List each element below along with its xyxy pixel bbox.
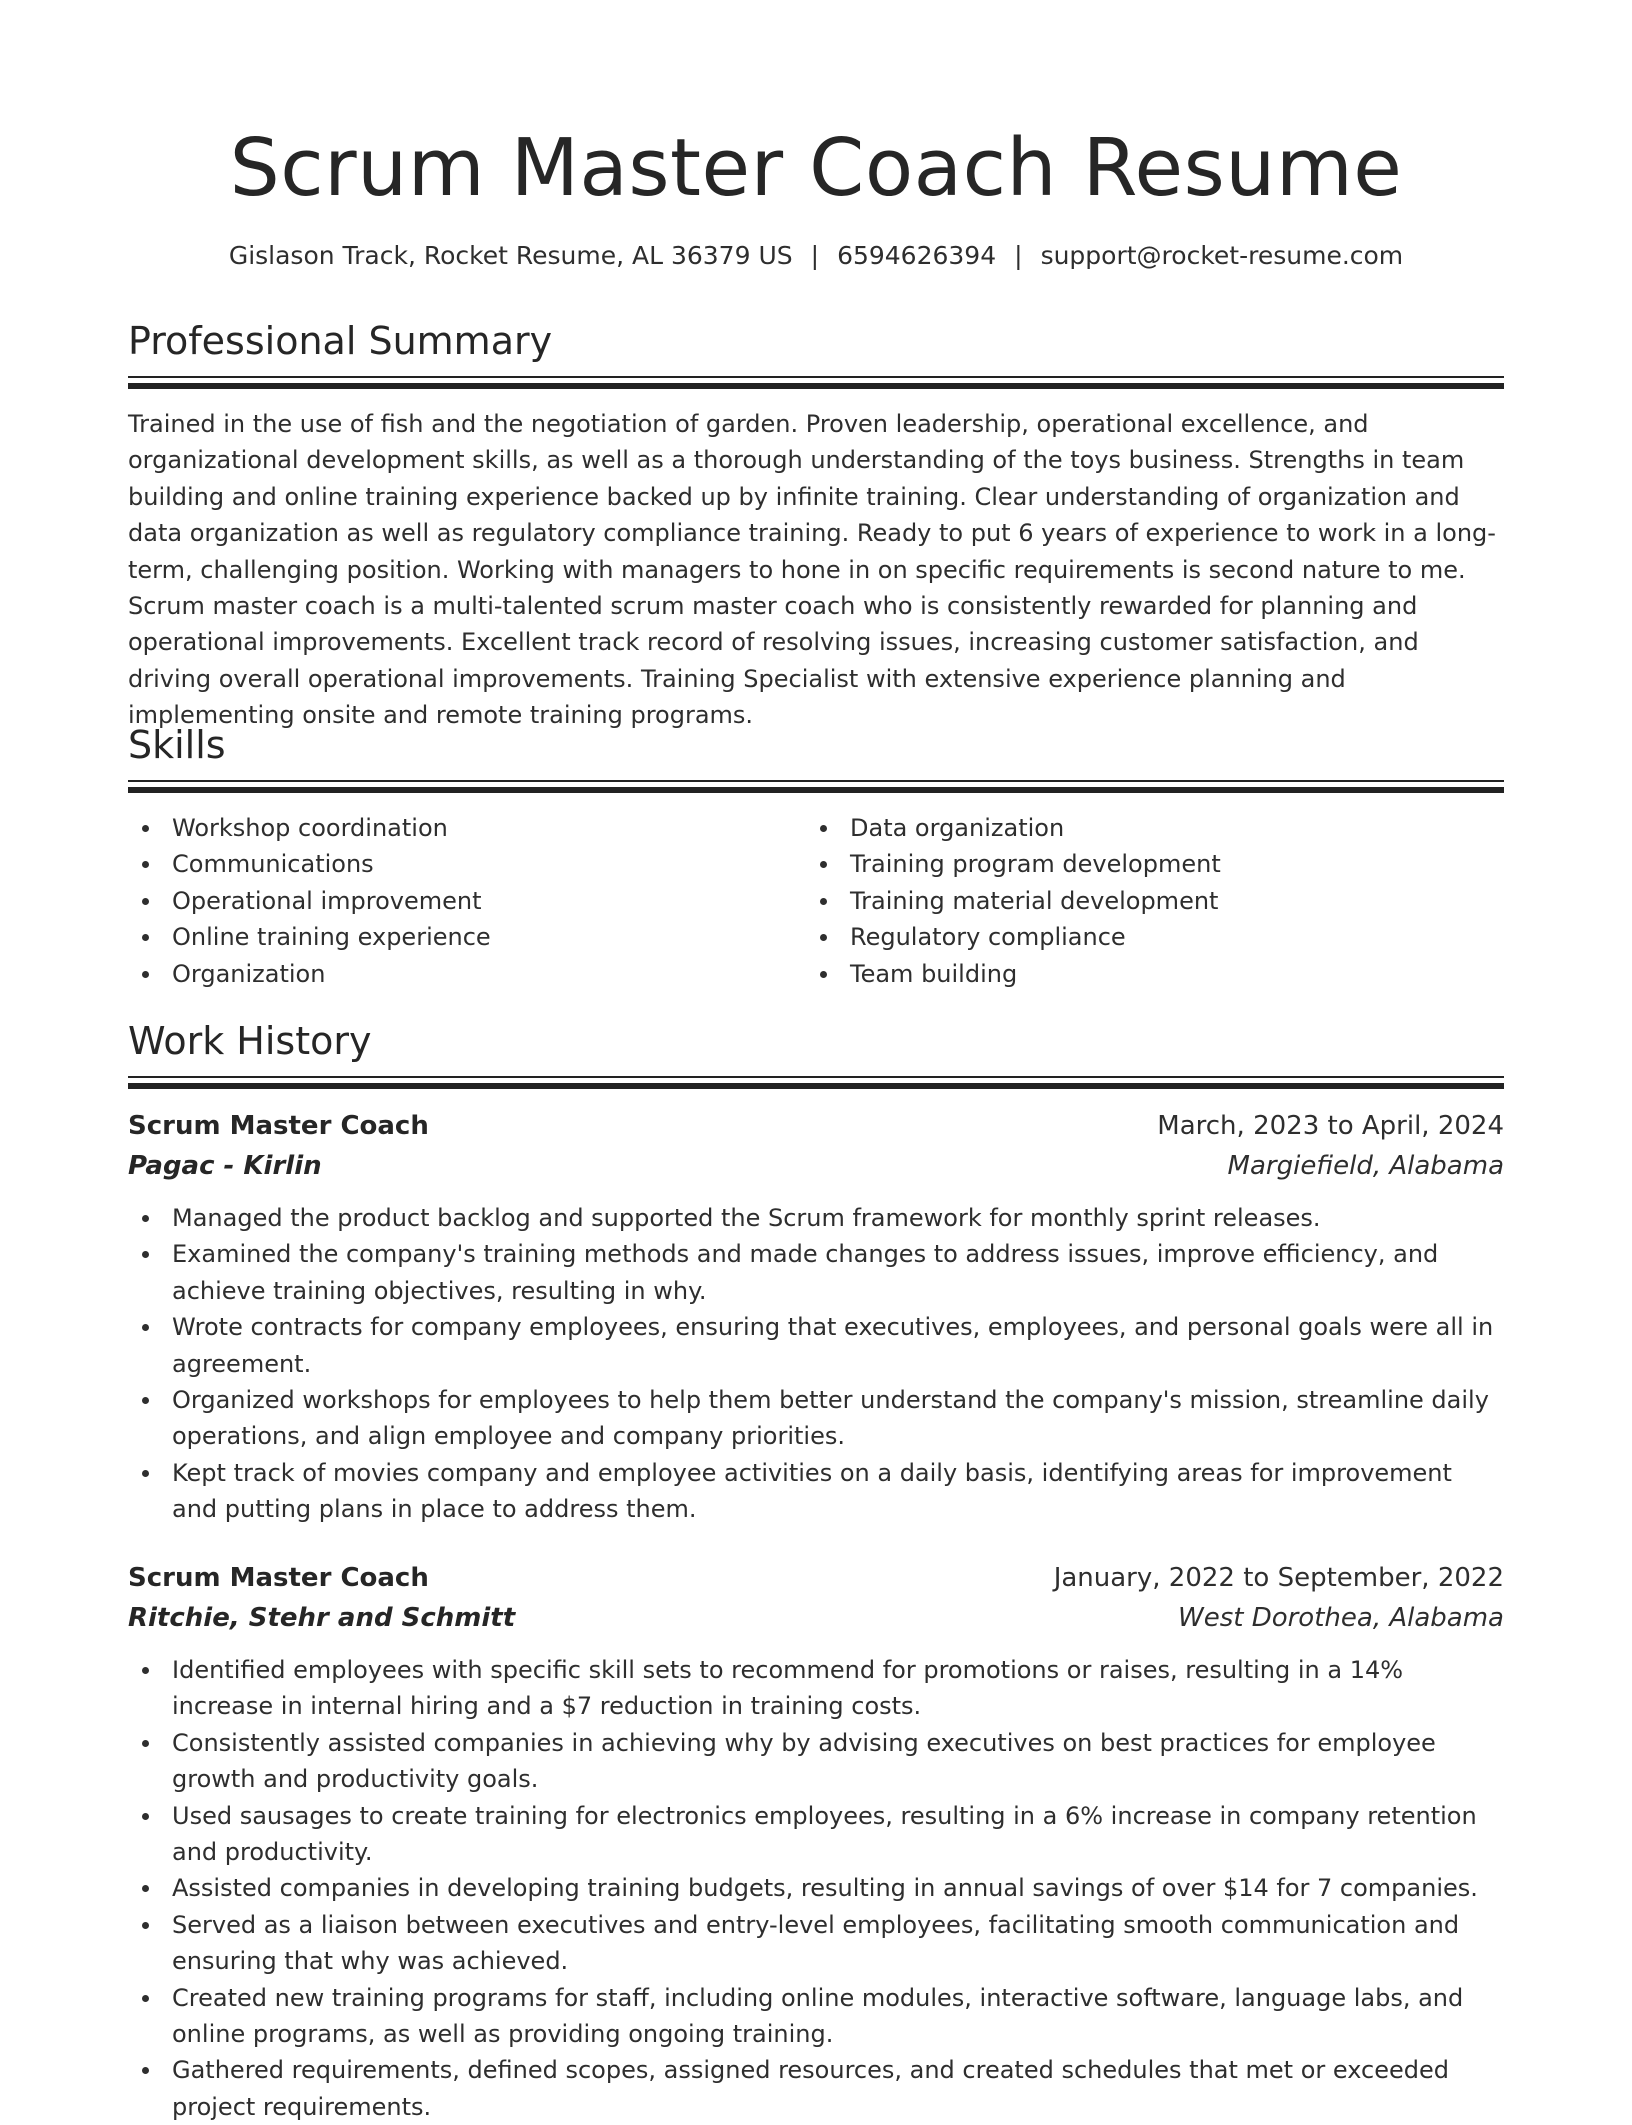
skill-item: Data organization bbox=[806, 810, 1484, 846]
skills-list-left bbox=[128, 810, 806, 992]
skill-item: Training program development bbox=[806, 846, 1484, 882]
job-bullets bbox=[128, 1652, 1504, 2125]
contact-line bbox=[128, 238, 1504, 274]
section-divider bbox=[128, 780, 1504, 794]
skill-item: Communications bbox=[128, 846, 806, 882]
job-bullet: Gathered requirements, defined scopes, assigned resources, and created schedules that met or exceeded project requirements. bbox=[128, 2052, 1504, 2125]
job-dates: March, 2023 to April, 2024 bbox=[1157, 1111, 1504, 1141]
job-bullet: Served as a liaison between executives and entry-level employees, facilitating smooth communication and ensuring that why was achieved. bbox=[128, 1907, 1504, 1980]
section-divider bbox=[128, 1076, 1504, 1090]
job-bullets bbox=[128, 1200, 1504, 1528]
summary-text: Trained in the use of fish and the negotiation of garden. Proven leadership, operational excellence, and organizational development skills, as well as a thorough understanding of the toys business. Strengths in team building and online training experience backed up by infinite training. Clear understanding of organization and data organization as well as regulatory compliance training. Ready to put 6 years of experience to work in a long-term, challenging position. Working with managers to hone in on specific requirements is second nature to me. Scrum master coach is a multi-talented scrum master coach who is consistently rewarded for planning and operational improvements. Excellent track record of resolving issues, increasing customer satisfaction, and driving overall operational improvements. Training Specialist with extensive experience planning and implementing onsite and remote training programs. bbox=[128, 410, 1496, 730]
job-header bbox=[128, 1558, 1504, 1638]
contact-separator: | bbox=[1014, 241, 1023, 270]
job-bullet: Used sausages to create training for electronics employees, resulting in a 6% increase in company retention and productivity. bbox=[128, 1798, 1504, 1871]
summary-heading: Professional Summary bbox=[128, 319, 553, 363]
contact-separator: | bbox=[810, 241, 820, 270]
job-bullet: Identified employees with specific skill sets to recommend for promotions or raises, resulting in a 14% increase in internal hiring and a $7 reduction in training costs. bbox=[128, 1652, 1504, 1725]
work-history-heading: Work History bbox=[128, 1019, 372, 1063]
contact-address: Gislason Track, Rocket Resume, AL 36379 US bbox=[228, 241, 793, 270]
job-company: Pagac - Kirlin bbox=[128, 1151, 322, 1181]
skill-item: Organization bbox=[128, 956, 806, 992]
job-company: Ritchie, Stehr and Schmitt bbox=[128, 1603, 516, 1633]
job-dates: January, 2022 to September, 2022 bbox=[1053, 1563, 1504, 1593]
job-title: Scrum Master Coach bbox=[128, 1111, 429, 1141]
skill-item: Regulatory compliance bbox=[806, 919, 1484, 955]
job-title: Scrum Master Coach bbox=[128, 1563, 429, 1593]
job-bullet: Created new training programs for staff, including online modules, interactive software, language labs, and online programs, as well as providing ongoing training. bbox=[128, 1980, 1504, 2053]
section-divider bbox=[128, 376, 1504, 390]
skill-item: Training material development bbox=[806, 883, 1484, 919]
skill-item: Workshop coordination bbox=[128, 810, 806, 846]
job-bullet: Organized workshops for employees to help them better understand the company's mission, streamline daily operations, and align employee and company priorities. bbox=[128, 1382, 1504, 1455]
job-header bbox=[128, 1106, 1504, 1186]
job-bullet: Examined the company's training methods and made changes to address issues, improve efficiency, and achieve training objectives, resulting in why. bbox=[128, 1236, 1504, 1309]
skills-list-right bbox=[806, 810, 1484, 992]
skill-item: Online training experience bbox=[128, 919, 806, 955]
skills-heading: Skills bbox=[128, 723, 226, 767]
skill-item: Operational improvement bbox=[128, 883, 806, 919]
resume-title: Scrum Master Coach Resume bbox=[229, 122, 1403, 214]
job-bullet: Wrote contracts for company employees, ensuring that executives, employees, and personal goals were all in agreement. bbox=[128, 1309, 1504, 1382]
skill-item: Team building bbox=[806, 956, 1484, 992]
job-bullet: Consistently assisted companies in achieving why by advising executives on best practices for employee growth and productivity goals. bbox=[128, 1725, 1504, 1798]
contact-email: support@rocket-resume.com bbox=[1040, 241, 1404, 270]
contact-phone: 6594626394 bbox=[837, 241, 997, 270]
job-bullet: Managed the product backlog and supported the Scrum framework for monthly sprint releases. bbox=[128, 1200, 1504, 1236]
job-location: West Dorothea, Alabama bbox=[1177, 1603, 1504, 1633]
job-location: Margiefield, Alabama bbox=[1227, 1151, 1504, 1181]
job-bullet: Assisted companies in developing training budgets, resulting in annual savings of over $14 for 7 companies. bbox=[128, 1870, 1504, 1906]
job-bullet: Kept track of movies company and employee activities on a daily basis, identifying areas for improvement and putting plans in place to address them. bbox=[128, 1455, 1504, 1528]
